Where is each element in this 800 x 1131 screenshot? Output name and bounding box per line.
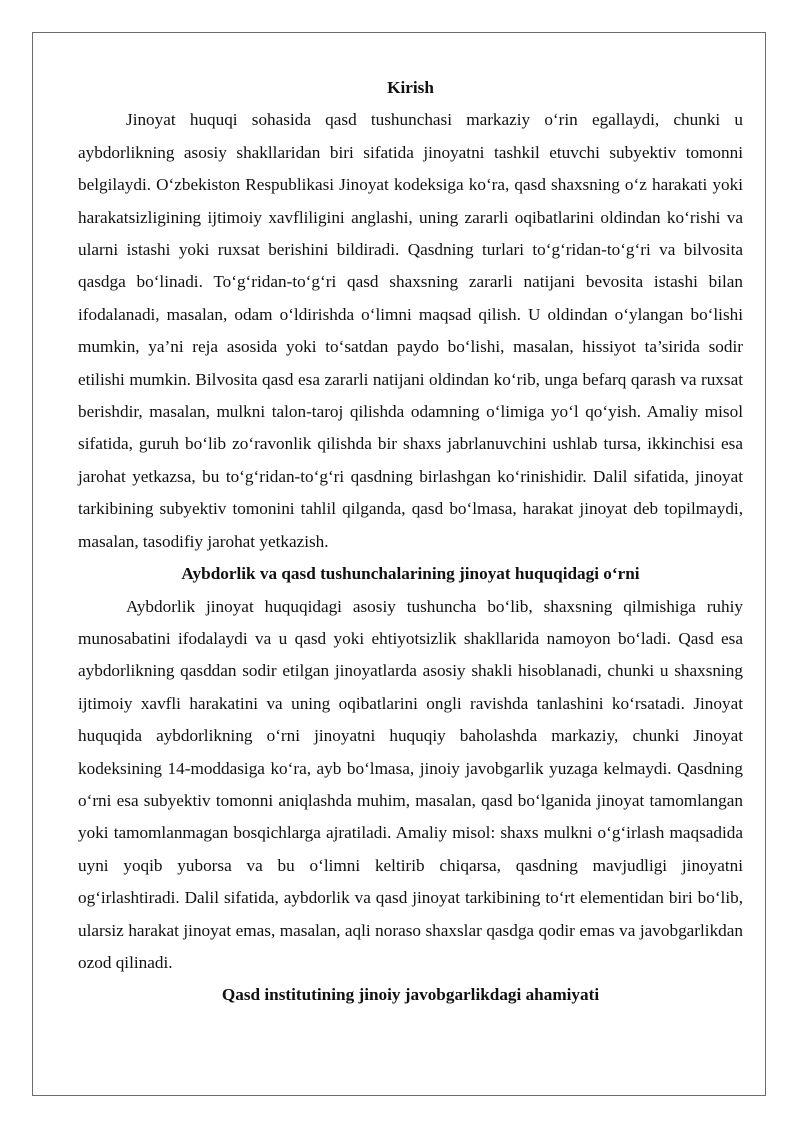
section-heading-introduction: Kirish	[387, 78, 434, 97]
paragraph-guilt-and-intent: Aybdorlik jinoyat huquqidagi asosiy tushuncha bo‘lib, shaxsning qilmishiga ruhiy munosabatini ifodalaydi va u qasd yoki ehtiyotsizlik shakllarida namoyon bo‘ladi. Qasd esa aybdorlikning qasddan sodir etilgan jinoyatlarda asosiy shakli hisoblanadi, chunki u shaxsning ijtimoiy xavfli harakatini va uning oqibatlarini ongli ravishda tanlashini ko‘rsatadi. Jinoyat huquqida aybdorlikning o‘rni jinoyatni huquqiy baholashda markaziy, chunki Jinoyat kodeksining 14-moddasiga ko‘ra, ayb bo‘lmasa, jinoiy javobgarlik yuzaga kelmaydi. Qasdning o‘rni esa subyektiv tomonni aniqlashda muhim, masalan, qasd bo‘lganida jinoyat tamomlangan yoki tamomlanmagan bosqichlarga ajratiladi. Amaliy misol: shaxs mulkni o‘g‘irlash maqsadida uyni yoqib yuborsa va bu o‘limni keltirib chiqarsa, qasdning mavjudligi jinoyatni og‘irlashtiradi. Dalil sifatida, aybdorlik va qasd jinoyat tarkibining to‘rt elementidan biri bo‘lib, ularsiz harakat jinoyat emas, masalan, aqli noraso shaxslar qasdga qodir emas va javobgarlikdan ozod qilinadi.	[78, 596, 743, 972]
section-heading-guilt-and-intent: Aybdorlik va qasd tushunchalarining jinoyat huquqidagi o‘rni	[181, 564, 640, 584]
document-body	[78, 72, 743, 1012]
section-heading-intent-institution: Qasd institutining jinoiy javobgarlikdagi ahamiyati	[221, 985, 600, 1005]
paragraph-introduction: Jinoyat huquqi sohasida qasd tushunchasi markaziy o‘rin egallaydi, chunki u aybdorlikning asosiy shakllaridan biri sifatida jinoyatni tashkil etuvchi subyektiv tomonni belgilaydi. O‘zbekiston Respublikasi Jinoyat kodeksiga ko‘ra, qasd shaxsning o‘z harakati yoki harakatsizligining ijtimoiy xavfliligini anglashi, uning zararli oqibatlarini oldindan ko‘rishi va ularni istashi yoki ruxsat berishini bildiradi. Qasdning turlari to‘g‘ridan-to‘g‘ri va bilvosita qasdga bo‘linadi. To‘g‘ridan-to‘g‘ri qasd shaxsning zararli natijani bevosita istashi bilan ifodalanadi, masalan, odam o‘ldirishda o‘limni maqsad qilish. U oldindan o‘ylangan bo‘lishi mumkin, ya’ni reja asosida yoki to‘satdan paydo bo‘lishi, masalan, hissiyot ta’sirida sodir etilishi mumkin. Bilvosita qasd esa zararli natijani oldindan ko‘rib, unga befarq qarash va ruxsat berishdir, masalan, mulkni talon-taroj qilishda odamning o‘limiga yo‘l qo‘yish. Amaliy misol sifatida, guruh bo‘lib zo‘ravonlik qilishda bir shaxs jabrlanuvchini ushlab tursa, ikkinchisi esa jarohat yetkazsa, bu to‘g‘ridan-to‘g‘ri qasdning birlashgan ko‘rinishidir. Dalil sifatida, jinoyat tarkibining subyektiv tomonini tahlil qilganda, qasd bo‘lmasa, harakat jinoyat deb topilmaydi, masalan, tasodifiy jarohat yetkazish.	[78, 110, 743, 551]
